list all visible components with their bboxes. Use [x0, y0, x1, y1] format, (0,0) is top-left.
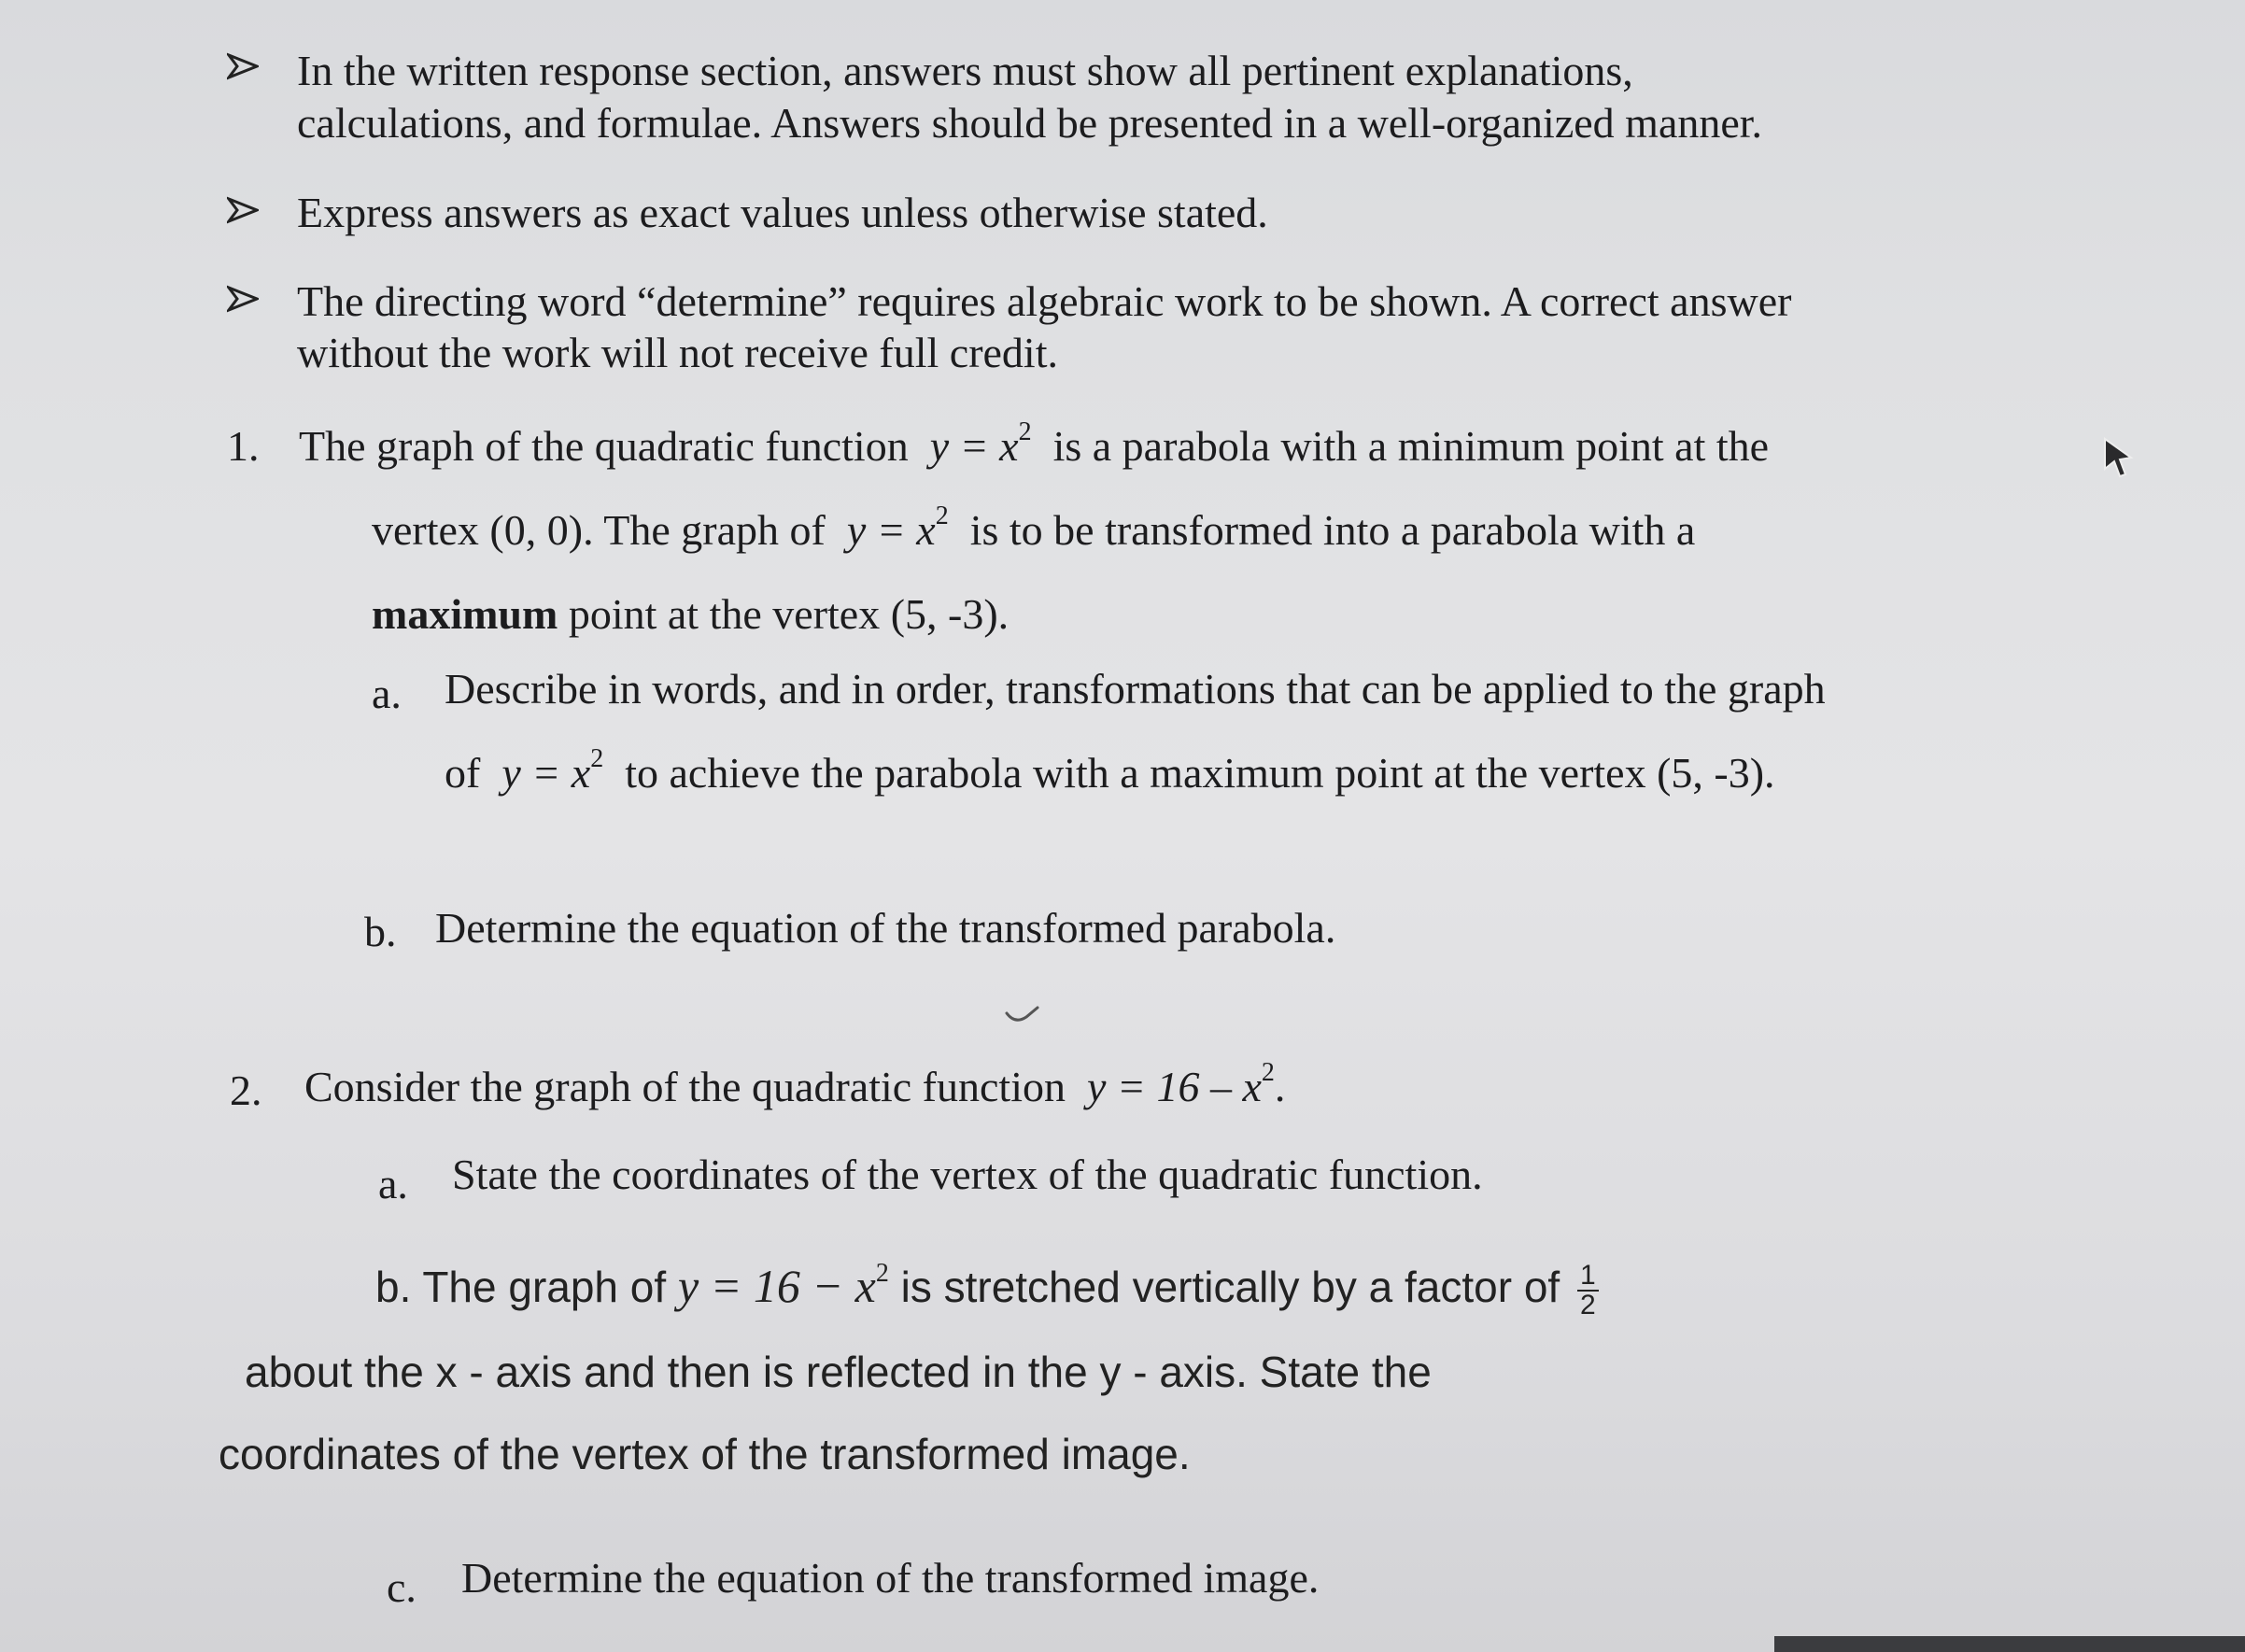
question-1-number: 1.: [227, 422, 260, 470]
question-1a-label: a.: [372, 670, 402, 717]
question-1-line-3: [372, 588, 1009, 641]
question-1a-text: of: [445, 749, 481, 797]
emphasis-maximum: maximum: [372, 590, 558, 638]
equation: y = 16 − x: [677, 1260, 876, 1312]
arrow-bullet-icon: [227, 285, 259, 313]
instruction-1-line-2: calculations, and formulae. Answers should be presented in a well-organized manner.: [297, 99, 1763, 147]
question-1-text: is a parabola with a minimum point at the: [1052, 422, 1770, 470]
instruction-1-line-1: In the written response section, answers must show all pertinent explanations,: [297, 47, 1633, 94]
question-1b-label: b.: [364, 908, 397, 955]
instruction-3-line-1: The directing word “determine” requires algebraic work to be shown. A correct answer: [297, 277, 1792, 325]
equation: y = x: [929, 422, 1019, 470]
question-2b-label: b. The graph of: [375, 1263, 667, 1311]
question-1a-text: to achieve the parabola with a maximum point at the vertex (5, -3).: [625, 749, 1775, 797]
equation: y = x: [501, 749, 591, 797]
question-2b-line-1: [375, 1259, 1599, 1320]
fraction-denominator: 2: [1580, 1289, 1596, 1320]
question-2-text: Consider the graph of the quadratic function: [304, 1063, 1066, 1110]
screen-edge-bar: [1774, 1636, 2245, 1652]
question-2c-text: Determine the equation of the transformed image.: [461, 1554, 1320, 1602]
question-2-line-1: [304, 1058, 1286, 1113]
question-2b-line-2: about the x - axis and then is reflected in the y - axis. State the: [245, 1348, 1432, 1396]
exponent: 2: [875, 1259, 889, 1288]
question-2a-label: a.: [378, 1160, 408, 1207]
arrow-bullet-icon: [227, 52, 259, 80]
question-2a-text: State the coordinates of the vertex of the quadratic function.: [452, 1151, 1483, 1198]
question-1a-line-2: [445, 744, 1775, 799]
exponent: 2: [590, 744, 604, 773]
question-1a-line-1: Describe in words, and in order, transformations that can be applied to the graph: [445, 665, 1826, 713]
question-1b-text: Determine the equation of the transformed parabola.: [435, 904, 1336, 952]
exponent: 2: [1018, 417, 1032, 446]
fraction-one-half: [1577, 1259, 1599, 1320]
arrow-bullet-icon: [227, 196, 259, 224]
equation: y = x: [846, 506, 936, 554]
mouse-pointer-icon: [2101, 437, 2135, 478]
question-1-text: vertex (0, 0). The graph of: [372, 506, 826, 554]
period: .: [1274, 1063, 1286, 1110]
question-2b-text: is stretched vertically by a factor of: [900, 1263, 1560, 1311]
question-2b-line-3: coordinates of the vertex of the transformed image.: [219, 1430, 1191, 1478]
question-1-line-1: [299, 417, 1770, 473]
pen-mark-icon: [1004, 1004, 1041, 1024]
exponent: 2: [935, 501, 949, 530]
question-2c-label: c.: [387, 1563, 417, 1611]
exponent: 2: [1261, 1058, 1275, 1087]
question-1-text: point at the vertex (5, -3).: [568, 590, 1010, 638]
question-2-number: 2.: [230, 1066, 262, 1114]
instruction-3-line-2: without the work will not receive full credit.: [297, 329, 1058, 376]
fraction-numerator: 1: [1577, 1262, 1599, 1292]
equation: y = 16 – x: [1086, 1063, 1262, 1110]
question-1-text: is to be transformed into a parabola with a: [969, 506, 1696, 554]
instruction-2-line-1: Express answers as exact values unless otherwise stated.: [297, 189, 1268, 236]
question-1-line-2: [372, 501, 1696, 557]
question-1-text: The graph of the quadratic function: [299, 422, 909, 470]
